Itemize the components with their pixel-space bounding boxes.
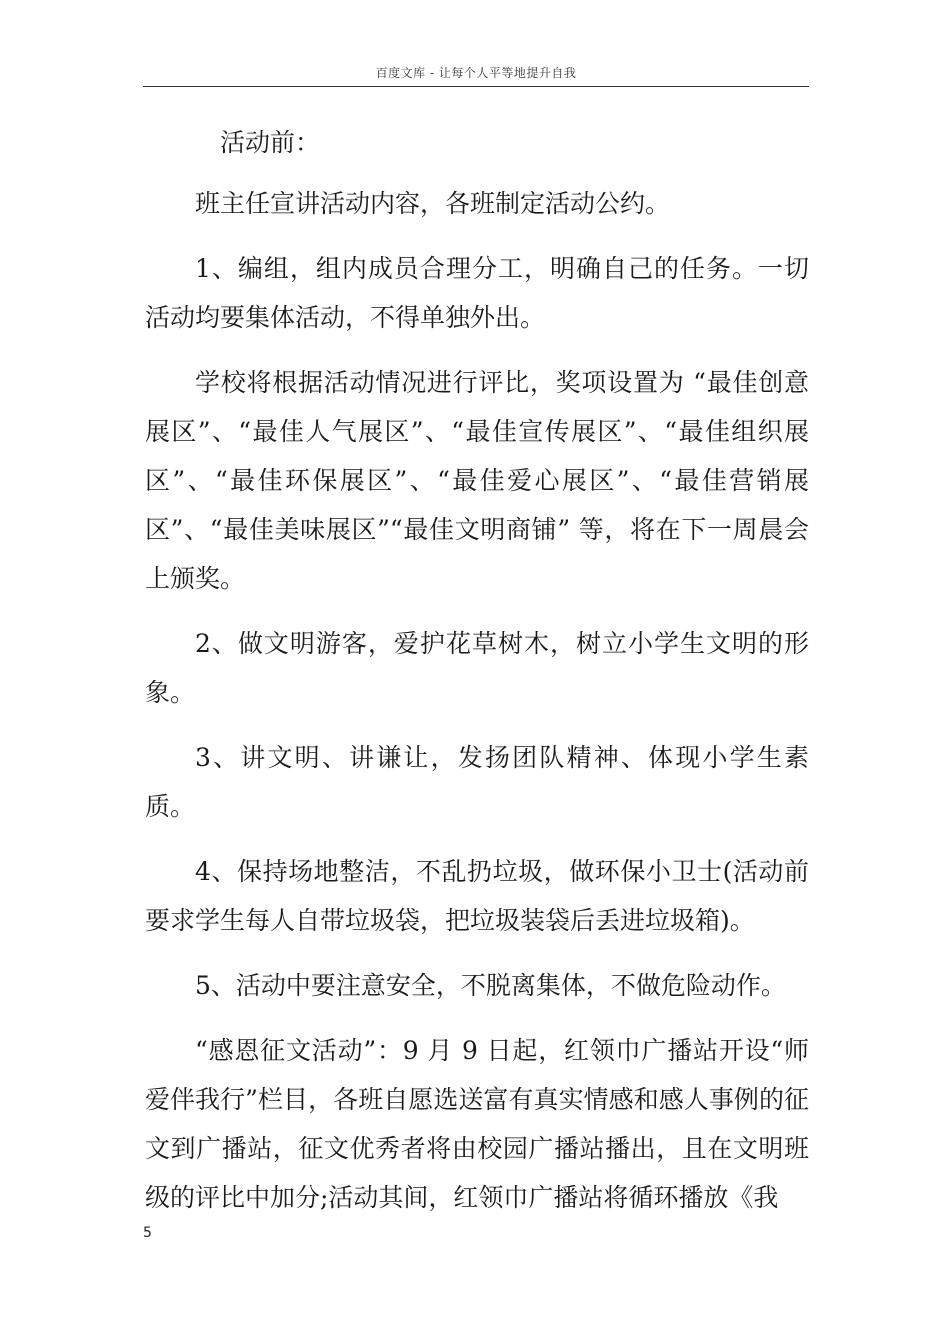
paragraph-awards: 学校将根据活动情况进行评比，奖项设置为 “最佳创意展区”、“最佳人气展区”、“最佳宣传展区”、“最佳组织展区”、“最佳环保展区”、“最佳爱心展区”、“最佳营销展区”、“最佳美味展区”“最佳文明商铺” 等，将在下一周晨会上颁奖。 bbox=[145, 368, 809, 593]
paragraph-essay-activity: “感恩征文活动”：9 月 9 日起，红领巾广播站开设“师爱伴我行”栏目，各班自愿选送富有真实情感和感人事例的征文到广播站，征文优秀者将由校园广播站播出，且在文明班级的评比中加分;活动其间，红领巾广播站将循环播放《我 bbox=[145, 1036, 809, 1212]
paragraph-rule-4: 4、保持场地整洁，不乱扔垃圾，做环保小卫士(活动前要求学生每人自带垃圾袋，把垃圾装袋后丢进垃圾箱)。 bbox=[145, 857, 809, 935]
running-header: 百度文库 - 让每个人平等地提升自我 bbox=[375, 66, 577, 80]
header-divider bbox=[143, 86, 809, 87]
paragraph-rule-1: 1、编组，组内成员合理分工，明确自己的任务。一切活动均要集体活动，不得单独外出。 bbox=[145, 254, 809, 332]
paragraph-class-teacher: 班主任宣讲活动内容，各班制定活动公约。 bbox=[195, 189, 671, 218]
document-body bbox=[145, 118, 809, 1238]
paragraph-rule-3: 3、讲文明、讲谦让，发扬团队精神、体现小学生素质。 bbox=[145, 743, 809, 821]
page-number: 5 bbox=[143, 1225, 152, 1241]
paragraph-rule-2: 2、做文明游客，爱护花草树木，树立小学生文明的形象。 bbox=[145, 629, 809, 707]
paragraph-rule-5: 5、活动中要注意安全，不脱离集体，不做危险动作。 bbox=[195, 971, 786, 1000]
paragraph-before-activity: 活动前： bbox=[220, 128, 321, 157]
